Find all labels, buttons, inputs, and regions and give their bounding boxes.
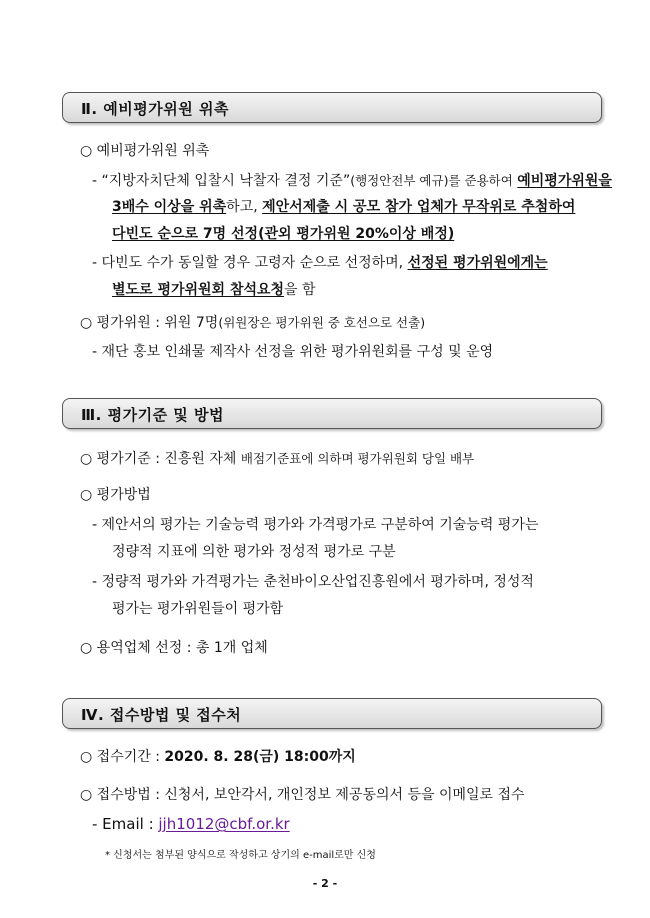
detail-text: (위원장은 평가위원 중 호선으로 선출) [218,315,426,330]
emphasis-text: 선정된 평가위원에게는 [407,255,548,271]
bullet-evaluation-method: ○ 평가방법 [80,487,151,503]
detail-appointment-line3: 다빈도 순으로 7명 선정(관외 평가위원 20%이상 배정) [112,226,455,242]
bullet-evaluation-criteria [80,449,474,469]
deadline-text: 2020. 8. 28(금) 18:00까지 [164,749,356,765]
email-link[interactable]: jjh1012@cbf.or.kr [158,815,290,833]
section-title-3: Ⅲ. 평가기준 및 방법 [81,406,224,424]
detail-tiebreak-line1 [92,253,548,273]
detail-method-line2: 정량적 지표에 의한 평가와 정성적 평가로 구분 [112,544,396,560]
detail-method-line3: - 정량적 평가와 가격평가는 춘천바이오산업진흥원에서 평가하며, 정성적 [92,574,534,590]
detail-method-line4: 평가는 평가위원들이 평가함 [112,601,284,617]
detail-appointment-line1 [92,171,612,191]
detail-committee-operation: - 재단 홍보 인쇄물 제작사 선정을 위한 평가위원회를 구성 및 운영 [92,344,494,360]
bullet-submission-method: ○ 접수방법 : 신청서, 보안각서, 개인정보 제공동의서 등을 이메일로 접수 [80,787,525,803]
detail-text: ○ 평가기준 : 진흥원 자체 [80,451,241,467]
detail-text: ○ 접수기간 : [80,749,165,765]
detail-appointment-line2 [112,197,575,217]
detail-method-line1: - 제안서의 평가는 기술능력 평가와 가격평가로 구분하여 기술능력 평가는 [92,517,539,533]
emphasis-text: 별도로 평가위원회 참석요청 [112,282,285,298]
section-header-3 [62,398,602,429]
detail-text: 배점기준표에 의하며 평가위원회 당일 배부 [240,451,475,466]
bullet-committee-members [80,313,425,333]
bullet-vendor-selection: ○ 용역업체 선정 : 총 1개 업체 [80,640,268,656]
detail-text: 을 함 [284,282,316,298]
detail-text: (행정안전부 예규)를 준용하여 [350,173,513,188]
bullet-committee-appointment: ○ 예비평가위원 위촉 [80,143,210,159]
bullet-submission-period [80,747,356,767]
detail-text: 하고, [226,199,263,215]
detail-text: - “지방자치단체 입찰시 낙찰자 결정 기준” [92,173,351,189]
email-line [92,814,290,834]
section-header-2 [62,92,602,123]
email-label: - Email : [92,815,159,833]
section-title-4: Ⅳ. 접수방법 및 접수처 [81,706,242,724]
detail-text: ○ 평가위원 : 위원 7명 [80,315,219,331]
submission-note: * 신청서는 첨부된 양식으로 작성하고 상기의 e-mail로만 신청 [105,850,376,861]
page-number: - 2 - [312,877,338,890]
emphasis-text: 제안서제출 시 공모 참가 업체가 무작위로 추첨하여 [262,199,576,215]
emphasis-text: 예비평가위원을 [517,173,612,189]
detail-text: - 다빈도 수가 동일할 경우 고령자 순으로 선정하며, [92,255,408,271]
emphasis-text: 3배수 이상을 위촉 [112,199,227,215]
detail-tiebreak-line2 [112,280,316,300]
section-header-4 [62,698,602,729]
section-title-2: Ⅱ. 예비평가위원 위촉 [81,100,229,118]
